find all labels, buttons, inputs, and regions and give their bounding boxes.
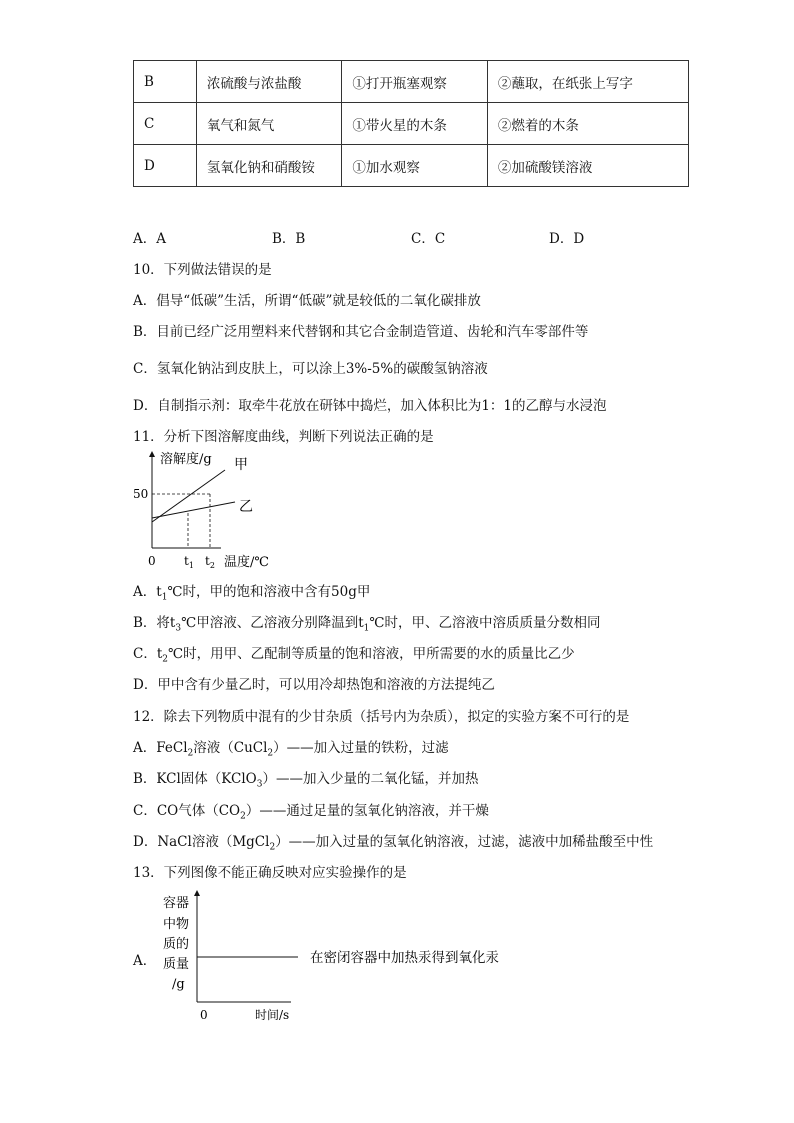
q10-option-d[interactable]: D．自制指示剂：取牵牛花放在研钵中捣烂，加入体积比为1：1的乙醇与水浸泡 (133, 398, 607, 414)
t2-label: $t_2$ (205, 554, 215, 570)
q10-stem: 10．下列做法错误的是 (133, 262, 272, 278)
x-axis-label: 温度/℃ (224, 555, 269, 570)
y-label-1: 容器 (163, 896, 190, 911)
table-cell: ②加硫酸镁溶液 (487, 145, 688, 187)
curve-jia (152, 470, 225, 522)
x-axis-label: 时间/s (255, 1008, 290, 1022)
q11-stem: 11．分析下图溶解度曲线，判断下列说法正确的是 (133, 429, 434, 445)
q13-stem: 13．下列图像不能正确反映对应实验操作的是 (133, 865, 407, 881)
y-label-2: 中物 (163, 917, 190, 932)
choice-c[interactable]: C．C (411, 231, 446, 247)
q11-option-c[interactable]: C．$t_2℃$时，用甲、乙配制等质量的饱和溶液，甲所需要的水的质量比乙少 (133, 646, 575, 665)
q11-option-d[interactable]: D．甲中含有少量乙时，可以用冷却热饱和溶液的方法提纯乙 (133, 677, 495, 693)
table-cell: ①加水观察 (342, 145, 488, 187)
q12-option-c[interactable]: C．CO气体$(CO_2)——$通过足量的氢氧化钠溶液，并干燥 (133, 803, 489, 822)
curve-yi (152, 502, 235, 518)
table-cell: D (134, 145, 197, 187)
origin-label: 0 (200, 1008, 208, 1022)
chart-caption: 在密闭容器中加热汞得到氧化汞 (310, 950, 499, 966)
q10-option-c[interactable]: C．氢氧化钠沾到皮肤上，可以涂上3%-5%的碳酸氢钠溶液 (133, 361, 488, 377)
choice-a[interactable]: A．A (133, 231, 166, 247)
solubility-chart (125, 445, 285, 575)
table-cell: 浓硫酸与浓盐酸 (196, 61, 342, 103)
y-tick-50: 50 (133, 487, 149, 501)
table-cell: ②蘸取，在纸张上写字 (487, 61, 688, 103)
table-cell: B (134, 61, 197, 103)
table-cell: ②燃着的木条 (487, 103, 688, 145)
q12-option-a[interactable]: A．FeCl$_2$溶液（CuCl$_2$）——加入过量的铁粉，过滤 (133, 740, 449, 759)
table-row (134, 103, 689, 145)
table-cell: 氧气和氮气 (196, 103, 342, 145)
q11-option-b[interactable]: B．将$t_3℃$甲溶液、乙溶液分别降温到$t_1℃$时，甲、乙溶液中溶质质量分数相同 (133, 615, 601, 634)
table-cell: C (134, 103, 197, 145)
mass-time-chart (155, 885, 525, 1025)
q12-option-d[interactable]: D．NaCl溶液（MgCl$_2$）——加入过量的氢氧化钠溶液，过滤，滤液中加稀盐酸至中性 (133, 834, 654, 853)
y-label-3: 质的 (163, 937, 190, 952)
q10-option-a[interactable]: A．倡导“低碳”生活，所谓“低碳”就是较低的二氧化碳排放 (133, 293, 481, 309)
origin-label: 0 (148, 554, 156, 568)
table-cell: ①打开瓶塞观察 (342, 61, 488, 103)
table-row (134, 61, 689, 103)
q11-option-a[interactable]: A．$t_1℃$时，甲的饱和溶液中含有50g甲 (133, 584, 371, 603)
table-cell: ①带火星的木条 (342, 103, 488, 145)
q9-choices (133, 227, 584, 247)
y-label-4: 质量 (163, 957, 190, 972)
q10-option-b[interactable]: B．目前已经广泛用塑料来代替钢和其它合金制造管道、齿轮和汽车零部件等 (133, 324, 589, 340)
q12-stem: 12．除去下列物质中混有的少甘杂质（括号内为杂质），拟定的实验方案不可行的是 (133, 709, 630, 725)
y-label-5: /g (172, 977, 185, 992)
series-jia-label: 甲 (234, 457, 248, 473)
option-table (133, 60, 689, 187)
choice-d[interactable]: D．D (549, 231, 585, 247)
table-cell: 氢氧化钠和硝酸铵 (196, 145, 342, 187)
choice-b[interactable]: B．B (272, 231, 306, 247)
q13-option-a-label[interactable]: A． (133, 953, 157, 969)
series-yi-label: 乙 (239, 499, 253, 515)
q12-option-b[interactable]: B．KCl固体（KClO$_3$）——加入少量的二氧化锰，并加热 (133, 771, 479, 790)
t1-label: $t_1$ (184, 554, 194, 570)
y-axis-label: 溶解度/g (160, 452, 212, 467)
table-row (134, 145, 689, 187)
